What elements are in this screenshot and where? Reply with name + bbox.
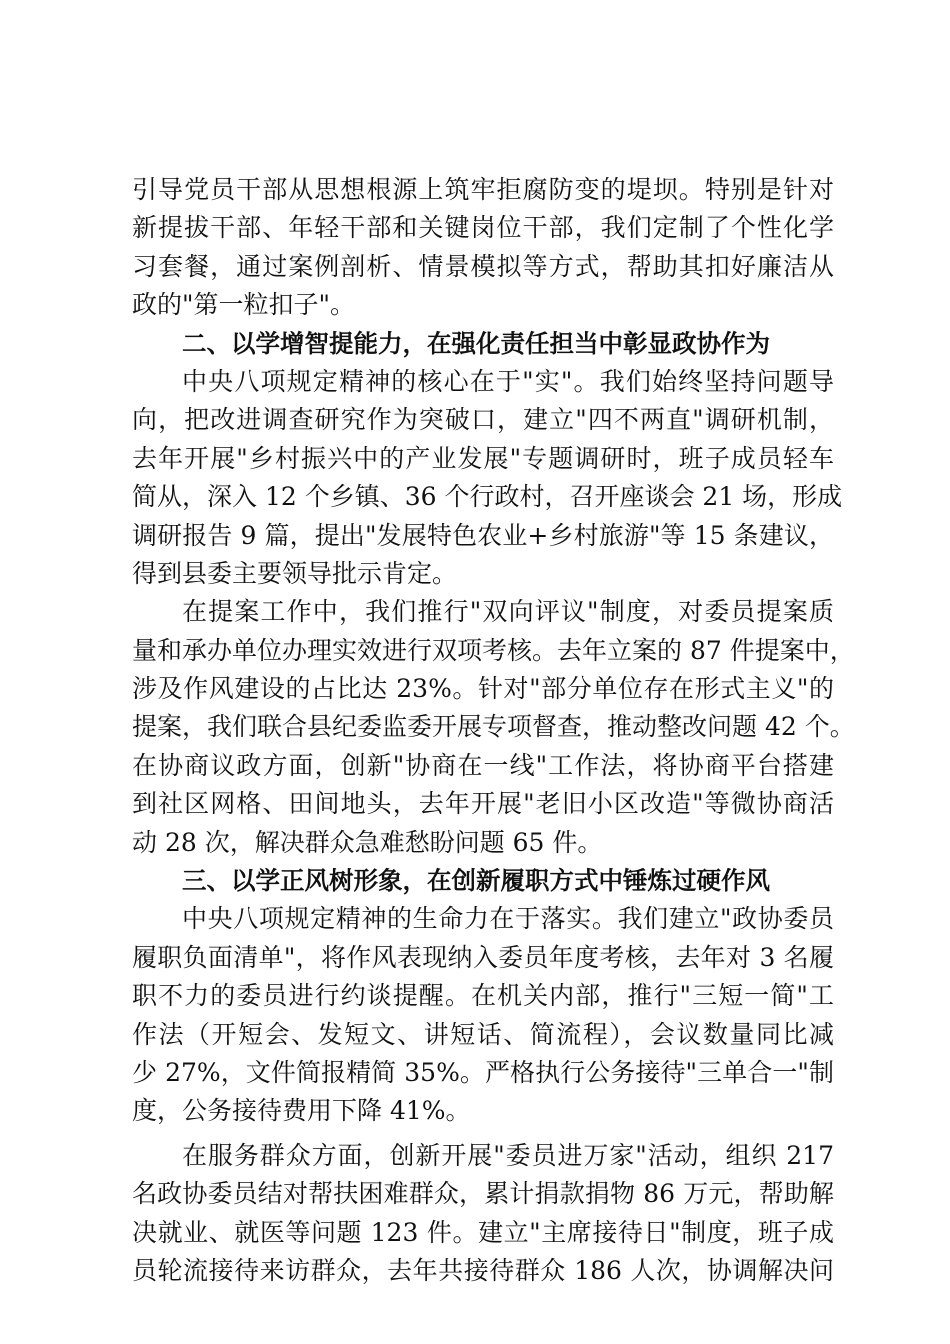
paragraph — [132, 900, 834, 1130]
text-line: 向，把改进调查研究作为突破口，建立"四不两直"调研机制， — [132, 405, 834, 435]
text-line: 提案，我们联合县纪委监委开展专项督查，推动整改问题 42 个。 — [132, 712, 855, 742]
text-line: 员轮流接待来访群众，去年共接待群众 186 人次，协调解决问 — [132, 1255, 834, 1285]
text-line: 在提案工作中，我们推行"双向评议"制度，对委员提案质 — [182, 597, 834, 627]
text-line: 在服务群众方面，创新开展"委员进万家"活动，组织 217 — [182, 1140, 834, 1170]
document-page — [132, 171, 855, 1290]
text-line: 决就业、就医等问题 123 件。建立"主席接待日"制度，班子成 — [132, 1217, 834, 1247]
text-line: 中央八项规定精神的生命力在于落实。我们建立"政协委员 — [182, 904, 834, 934]
text-line: 中央八项规定精神的核心在于"实"。我们始终坚持问题导 — [182, 366, 834, 396]
text-line: 去年开展"乡村振兴中的产业发展"专题调研时，班子成员轻车 — [132, 443, 834, 473]
paragraph — [132, 171, 834, 325]
heading-text: 二、以学增智提能力，在强化责任担当中彰显政协作为 — [182, 328, 770, 358]
text-line: 新提拔干部、年轻干部和关键岗位干部，我们定制了个性化学 — [132, 213, 834, 243]
section-heading — [132, 862, 834, 900]
text-line: 引导党员干部从思想根源上筑牢拒腐防变的堤坝。特别是针对 — [132, 175, 834, 204]
text-line: 在协商议政方面，创新"协商在一线"工作法，将协商平台搭建 — [132, 750, 834, 780]
text-line: 职不力的委员进行约谈提醒。在机关内部，推行"三短一简"工 — [132, 981, 834, 1011]
text-line: 动 28 次，解决群众急难愁盼问题 65 件。 — [132, 827, 603, 857]
text-line: 少 27%，文件简报精简 35%。严格执行公务接待"三单合一"制 — [132, 1057, 834, 1087]
text-line: 履职负面清单"，将作风表现纳入委员年度考核，去年对 3 名履 — [132, 942, 834, 972]
heading-text: 三、以学正风树形象，在创新履职方式中锤炼过硬作风 — [182, 866, 770, 896]
text-line: 习套餐，通过案例剖析、情景模拟等方式，帮助其扣好廉洁从 — [132, 251, 834, 281]
text-line: 到社区网格、田间地头，去年开展"老旧小区改造"等微协商活 — [132, 789, 834, 819]
text-line: 度，公务接待费用下降 41%。 — [132, 1096, 471, 1126]
text-line: 政的"第一粒扣子"。 — [132, 290, 355, 320]
text-line: 得到县委主要领导批示肯定。 — [132, 558, 458, 588]
text-line: 作法（开短会、发短文、讲短话、简流程），会议数量同比减 — [132, 1019, 834, 1049]
text-line: 量和承办单位办理实效进行双项考核。去年立案的 87 件提案中， — [132, 635, 855, 665]
text-line: 调研报告 9 篇，提出"发展特色农业+乡村旅游"等 15 条建议， — [132, 520, 834, 550]
text-line: 名政协委员结对帮扶困难群众，累计捐款捐物 86 万元，帮助解 — [132, 1179, 834, 1209]
paragraph — [132, 593, 855, 862]
paragraph — [132, 363, 843, 593]
section-heading — [132, 325, 834, 363]
paragraph — [132, 1137, 834, 1291]
text-line: 简从，深入 12 个乡镇、36 个行政村，召开座谈会 21 场，形成 — [132, 482, 843, 512]
text-line: 涉及作风建设的占比达 23%。针对"部分单位存在形式主义"的 — [132, 674, 834, 704]
